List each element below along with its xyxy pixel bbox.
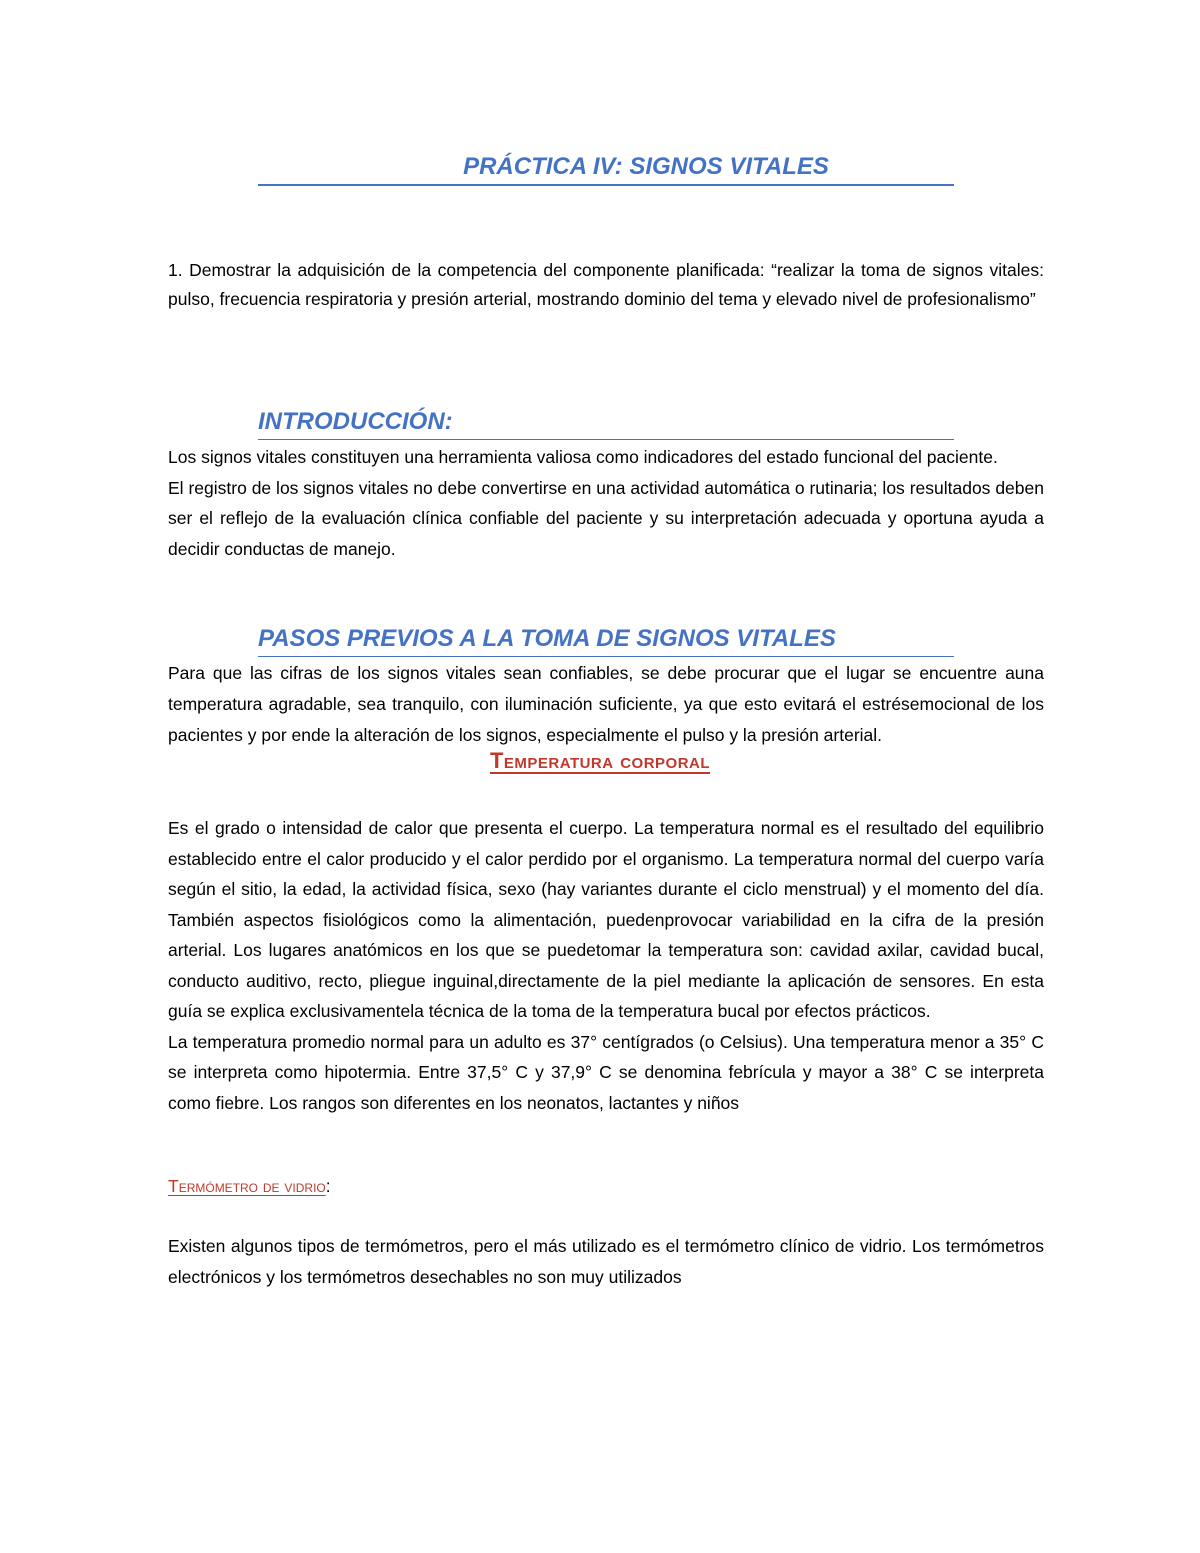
termometro-heading-colon: : <box>325 1176 331 1196</box>
pasos-previos-paragraph: Para que las cifras de los signos vitales sean confiables, se debe procurar que el lugar se encuentre auna temperatura agradable, sea tranquilo, con iluminación suficiente, ya que esto evitará el estrésemocional de los pacientes y por ende la alteración de los signos, especialmente el pulso y la presión arterial. <box>168 663 1044 745</box>
pasos-previos-body <box>168 658 1044 751</box>
temperatura-heading-text: Temperatura corporal <box>489 748 711 773</box>
introduccion-paragraph-1: Los signos vitales constituyen una herramienta valiosa como indicadores del estado funcional del paciente. <box>168 447 998 467</box>
termometro-paragraph: Existen algunos tipos de termómetros, pero el más utilizado es el termómetro clínico de vidrio. Los termómetros electrónicos y los termómetros desechables no son muy utilizados <box>168 1236 1044 1287</box>
temperatura-paragraph-2: La temperatura promedio normal para un adulto es 37° centígrados (o Celsius). Una temperatura menor a 35° C se interpreta como hipotermia. Entre 37,5° C y 37,9° C se denomina febrícula y mayor a 38° C se interpreta como fiebre. Los rangos son diferentes en los neonatos, lactantes y niños <box>168 1031 1044 1113</box>
introduccion-body <box>168 442 1044 564</box>
introduccion-paragraph-2: El registro de los signos vitales no debe convertirse en una actividad automática o rutinaria; los resultados deben ser el reflejo de la evaluación clínica confiable del paciente y su interpretación adecuada y oportuna ayuda a decidir conductas de manejo. <box>168 477 1044 559</box>
termometro-heading <box>168 1176 331 1197</box>
temperatura-heading <box>0 748 1200 774</box>
objective-paragraph: 1. Demostrar la adquisición de la competencia del componente planificada: “realizar la toma de signos vitales: pulso, frecuencia respiratoria y presión arterial, mostrando dominio del tema y elevado nivel de profesionalismo” <box>168 260 1044 309</box>
termometro-heading-text: Termómetro de vidrio <box>168 1176 326 1196</box>
introduccion-heading: INTRODUCCIÓN: <box>258 407 954 440</box>
temperatura-body <box>168 813 1044 1118</box>
pasos-previos-heading: PASOS PREVIOS A LA TOMA DE SIGNOS VITALES <box>258 624 954 657</box>
page-title: PRÁCTICA IV: SIGNOS VITALES <box>258 152 954 186</box>
temperatura-paragraph-1: Es el grado o intensidad de calor que presenta el cuerpo. La temperatura normal es el resultado del equilibrio establecido entre el calor producido y el calor perdido por el organismo. La temperatura normal del cuerpo varía según el sitio, la edad, la actividad física, sexo (hay variantes durante el ciclo menstrual) y el momento del día. También aspectos fisiológicos como la alimentación, puedenprovocar variabilidad en la cifra de la presión arterial. Los lugares anatómicos en los que se puedetomar la temperatura son: cavidad axilar, cavidad bucal, conducto auditivo, recto, pliegue inguinal,directamente de la piel mediante la aplicación de sensores. En esta guía se explica exclusivamentela técnica de la toma de la temperatura bucal por efectos prácticos. <box>168 818 1044 1021</box>
termometro-body <box>168 1231 1044 1292</box>
